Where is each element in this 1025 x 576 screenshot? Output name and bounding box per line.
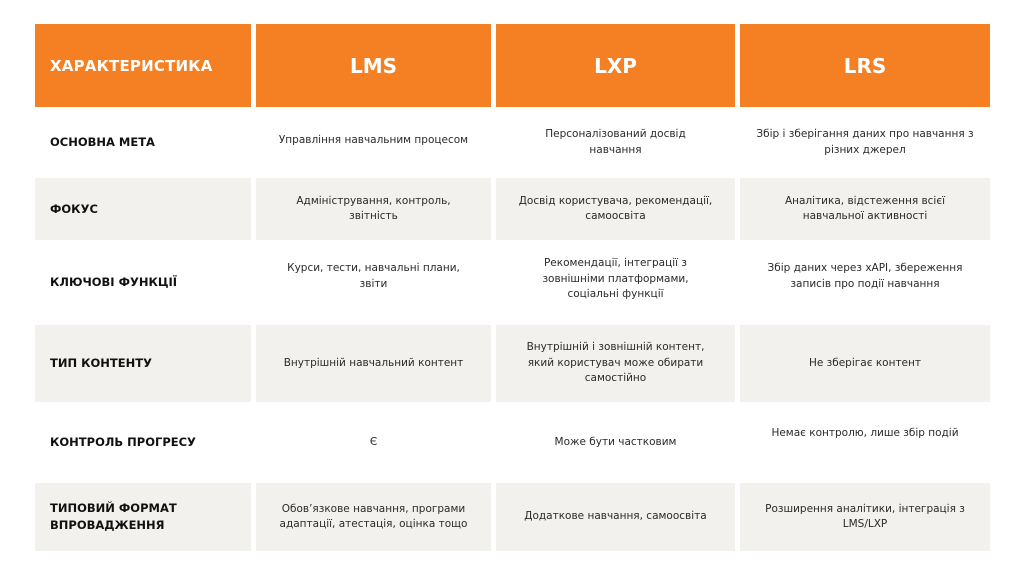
row-label: КОНТРОЛЬ ПРОГРЕСУ: [50, 435, 196, 449]
row-label: ТИПОВИЙ ФОРМАТ ВПРОВАДЖЕННЯ: [35, 483, 251, 551]
cell-lrs: Збір і зберігання даних про навчання з різних джерел: [756, 128, 974, 156]
header-lms: LMS: [256, 24, 491, 107]
cell-lms: Управління навчальним процесом: [278, 133, 469, 146]
cell-lms: Адміністрування, контроль, звітність: [256, 178, 491, 240]
cell-lms: Обов’язкове навчання, програми адаптації, атестація, оцінка тощо: [256, 483, 491, 551]
header-lxp: LXP: [496, 24, 735, 107]
cell-lms: Курси, тести, навчальні плани, звіти: [287, 262, 460, 290]
row-label: ФОКУС: [35, 178, 251, 240]
cell-lrs: Збір даних через xAPI, збереження записів про події навчання: [767, 262, 963, 290]
header-characteristic: ХАРАКТЕРИСТИКА: [35, 24, 251, 107]
cell-lxp: Може бути частковим: [554, 435, 677, 448]
cell-lms: Є: [369, 435, 378, 448]
cell-lxp: Персоналізований досвід навчання: [545, 128, 686, 156]
cell-lrs: Аналітика, відстеження всієї навчальної активності: [740, 178, 990, 240]
cell-lrs: Не зберігає контент: [740, 325, 990, 402]
cell-lms: Внутрішній навчальний контент: [256, 325, 491, 402]
row-label: КЛЮЧОВІ ФУНКЦІЇ: [50, 275, 178, 289]
cell-lxp: Досвід користувача, рекомендації, самоосвіта: [496, 178, 735, 240]
cell-lrs: Розширення аналітики, інтеграція з LMS/LXP: [740, 483, 990, 551]
cell-lxp: Додаткове навчання, самоосвіта: [496, 483, 735, 551]
cell-lrs: Немає контролю, лише збір подій: [771, 427, 959, 439]
cell-lxp: Рекомендації, інтеграції з зовнішніми платформами, соціальні функції: [542, 257, 689, 301]
header-lrs: LRS: [740, 24, 990, 107]
row-label: ТИП КОНТЕНТУ: [35, 325, 251, 402]
cell-lxp: Внутрішній і зовнішній контент, який користувач може обирати самостійно: [496, 325, 735, 402]
row-label: ОСНОВНА МЕТА: [50, 135, 155, 149]
